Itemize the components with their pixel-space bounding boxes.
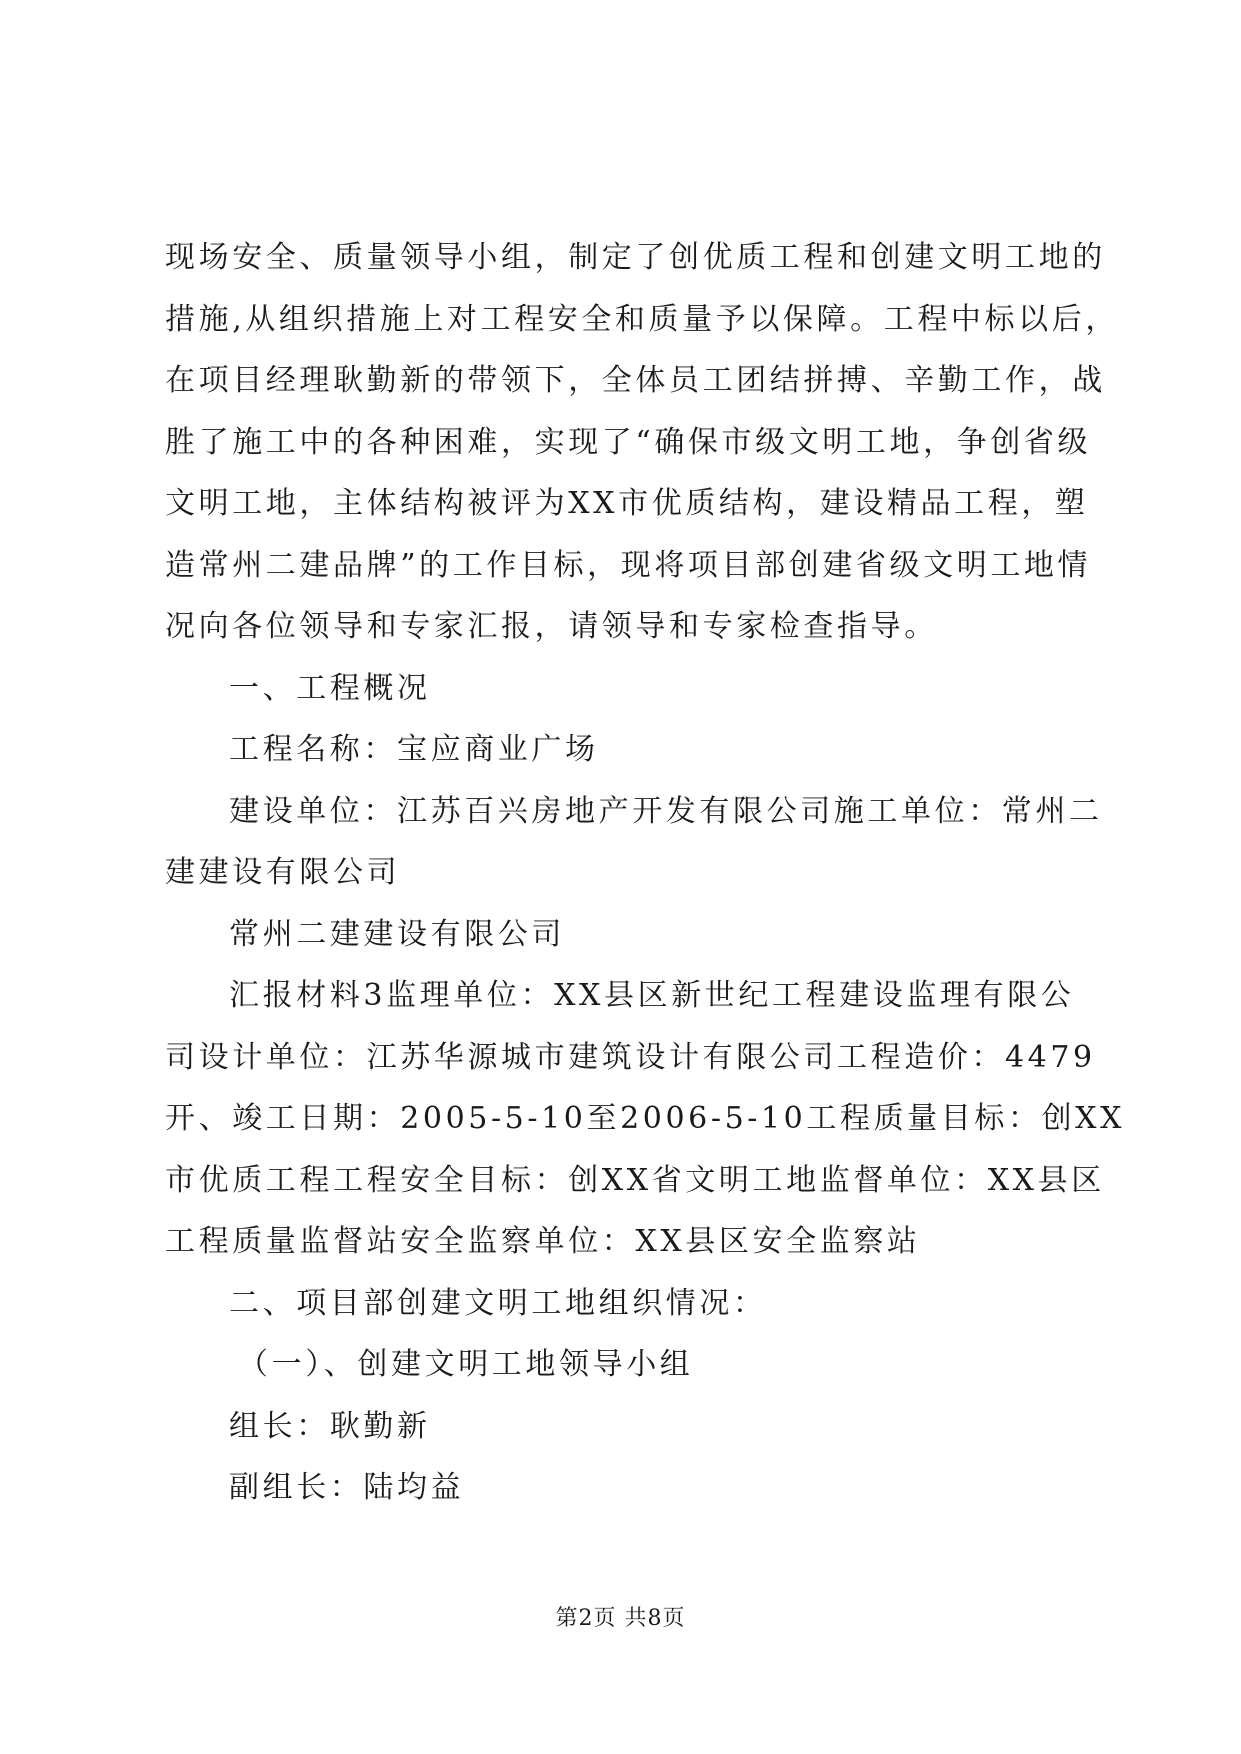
paragraph-line: 造常州二建品牌”的工作目标，现将项目部创建省级文明工地情	[165, 548, 1092, 583]
paragraph-line: 汇报材料3监理单位：XX县区新世纪工程建设监理有限公	[229, 978, 1075, 1013]
paragraph-line: 工程质量监督站安全监察单位：XX县区安全监察站	[165, 1224, 921, 1259]
paragraph-line: 市优质工程工程安全目标：创XX省文明工地监督单位：XX县区	[165, 1163, 1105, 1198]
section-heading: 一、工程概况	[229, 671, 431, 706]
section-heading: 二、项目部创建文明工地组织情况：	[229, 1286, 767, 1321]
paragraph-line: 现场安全、质量领导小组，制定了创优质工程和创建文明工地的	[165, 240, 1106, 275]
paragraph-line: 开、竣工日期：2005-5-10至2006-5-10工程质量目标：创XX	[165, 1101, 1126, 1136]
paragraph-line: 建设单位：江苏百兴房地产开发有限公司施工单位：常州二	[229, 794, 1103, 829]
paragraph-line: 况向各位领导和专家汇报，请领导和专家检查指导。	[165, 609, 938, 644]
subsection-heading: （一）、创建文明工地领导小组	[238, 1347, 694, 1382]
paragraph-line: 文明工地，主体结构被评为XX市优质结构，建设精品工程，塑	[165, 486, 1089, 521]
paragraph-line: 胜了施工中的各种困难，实现了“确保市级文明工地，争创省级	[165, 425, 1092, 460]
paragraph-line: 在项目经理耿勤新的带领下，全体员工团结拼搏、辛勤工作，战	[165, 363, 1106, 398]
paragraph-line: 组长：耿勤新	[229, 1409, 431, 1444]
paragraph-line: 司设计单位：江苏华源城市建筑设计有限公司工程造价：4479	[165, 1040, 1096, 1075]
paragraph-line: 副组长：陆均益	[229, 1470, 465, 1505]
paragraph-line: 工程名称：宝应商业广场	[229, 732, 599, 767]
paragraph-line: 常州二建建设有限公司	[229, 917, 565, 952]
paragraph-line: 建建设有限公司	[165, 855, 401, 890]
paragraph-line: 措施,从组织措施上对工程安全和质量予以保障。工程中标以后，	[165, 302, 1119, 337]
page-footer: 第2页 共8页	[555, 1606, 686, 1631]
